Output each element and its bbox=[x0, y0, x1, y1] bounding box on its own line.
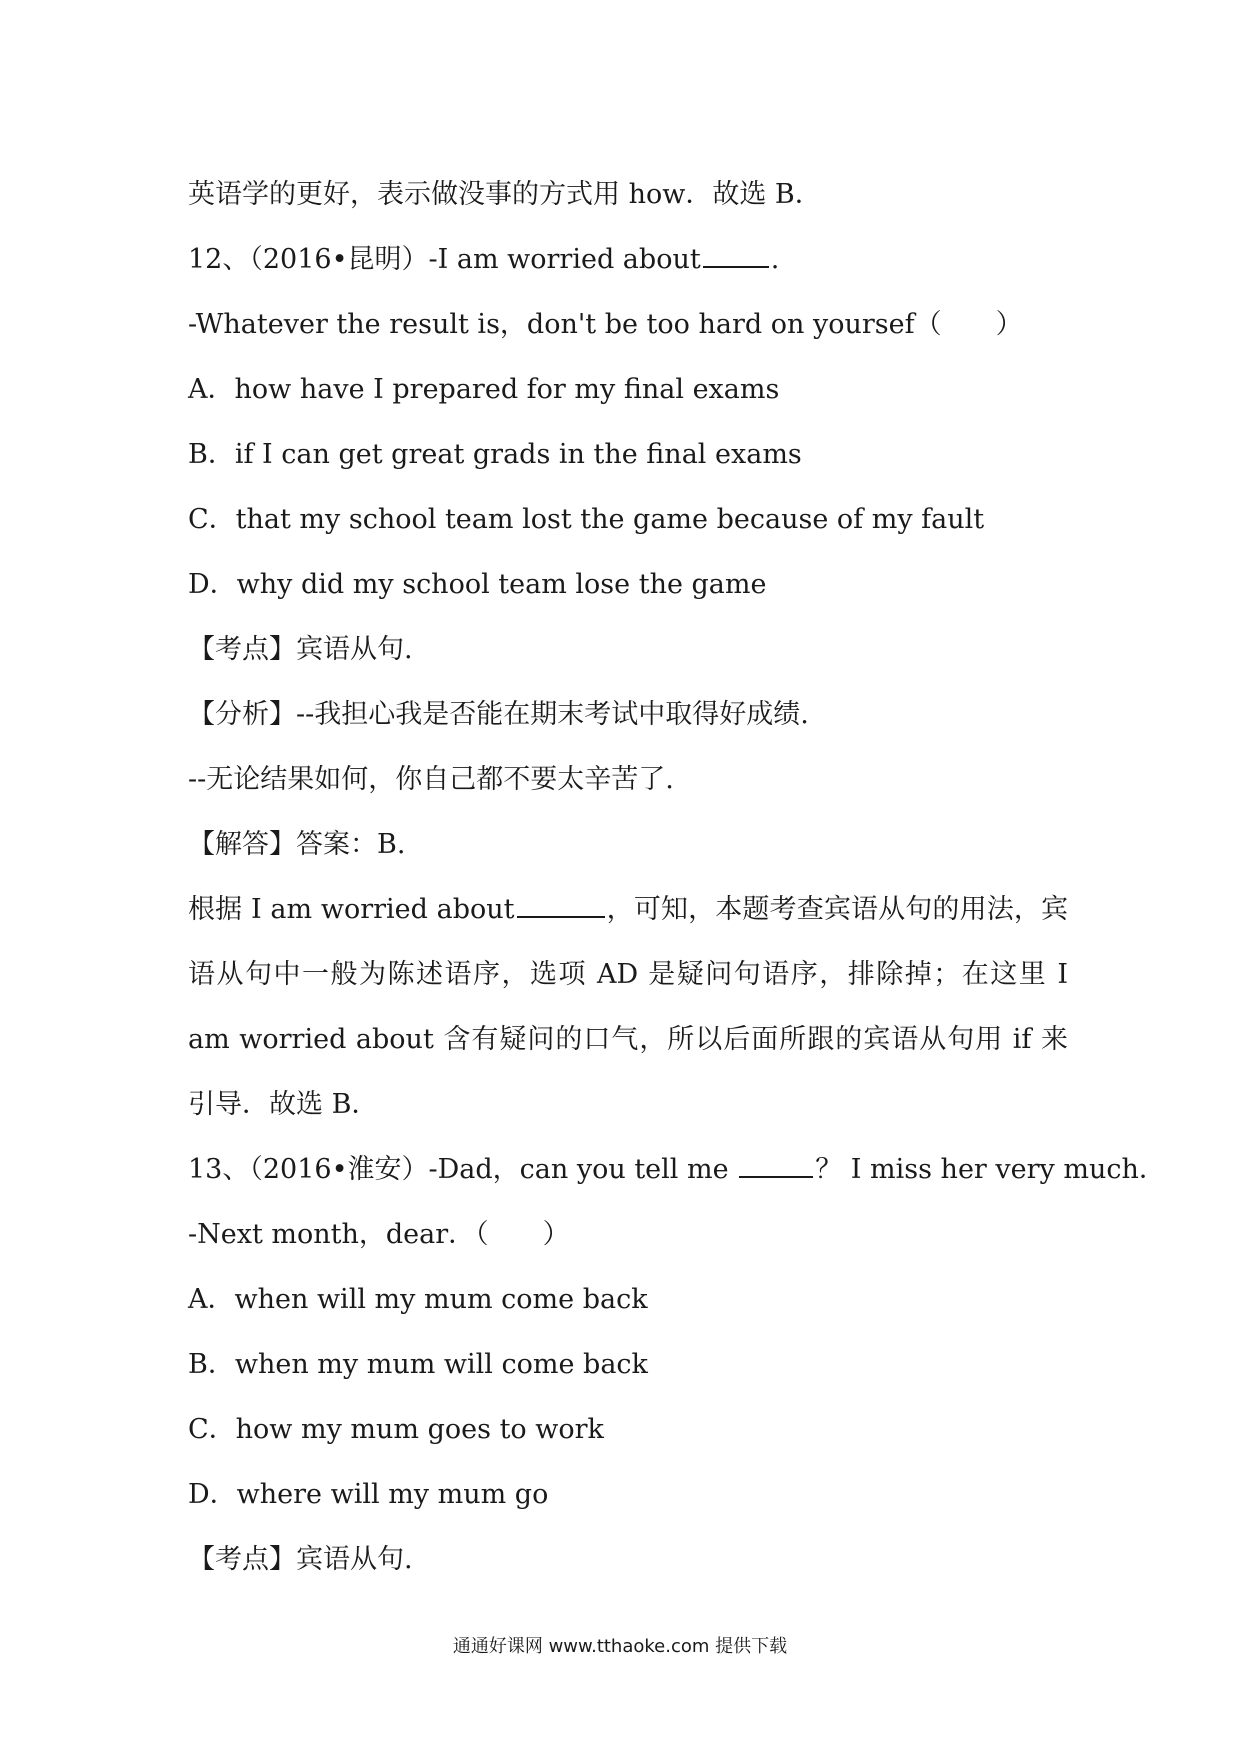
question-12-stem bbox=[188, 227, 1068, 292]
document-page bbox=[188, 162, 1166, 1592]
question-12-explanation bbox=[188, 877, 1068, 1137]
question-12-explanation-start: 根据 I am worried about bbox=[188, 894, 515, 925]
question-12-option-b: B．if I can get great grads in the final exams bbox=[188, 439, 802, 470]
question-12-stem-end: . bbox=[770, 244, 780, 275]
question-12-option-d: D．why did my school team lose the game bbox=[188, 569, 767, 600]
page-footer: 通通好课网 www.tthaoke.com 提供下载 bbox=[452, 1636, 788, 1657]
question-13-stem-text: 13、（2016•淮安）-Dad，can you tell me bbox=[188, 1154, 729, 1185]
answer-blank bbox=[703, 238, 769, 268]
answer-blank bbox=[517, 888, 605, 918]
question-12-reply: -Whatever the result is，don't be too hard on yoursef（ ） bbox=[188, 309, 1023, 340]
question-12-option-c: C．that my school team lost the game because of my fault bbox=[188, 504, 985, 535]
question-13-kaodian: 【考点】宾语从句. bbox=[188, 1544, 413, 1575]
question-12-explanation-rest: ，可知，本题考查宾语从句的用法，宾语从句中一般为陈述语序，选项 AD 是疑问句语序，排除掉；在这里 I am worried about 含有疑问的口气，所以后面所跟的宾语从句用 if 来引导．故选 B． bbox=[188, 894, 1069, 1120]
question-12-stem-text: 12、（2016•昆明）-I am worried about bbox=[188, 244, 701, 275]
answer-blank bbox=[739, 1148, 813, 1178]
question-13-option-c: C．how my mum goes to work bbox=[188, 1414, 604, 1445]
question-12-kaodian: 【考点】宾语从句. bbox=[188, 634, 413, 665]
question-13-option-b: B．when my mum will come back bbox=[188, 1349, 648, 1380]
text-line: 英语学的更好，表示做没事的方式用 how．故选 B． bbox=[188, 179, 822, 210]
question-12-analysis-2: --无论结果如何，你自己都不要太辛苦了. bbox=[188, 764, 674, 795]
question-13-option-a: A．when will my mum come back bbox=[188, 1284, 648, 1315]
question-13-stem-end: ？ I miss her very much． bbox=[815, 1154, 1166, 1185]
question-12-answer: 【解答】答案：B. bbox=[188, 829, 406, 860]
question-12-analysis: 【分析】--我担心我是否能在期末考试中取得好成绩. bbox=[188, 699, 809, 730]
question-13-reply: -Next month，dear．（ ） bbox=[188, 1219, 570, 1250]
question-12-option-a: A．how have I prepared for my final exams bbox=[188, 374, 780, 405]
question-13-option-d: D．where will my mum go bbox=[188, 1479, 549, 1510]
question-13-stem bbox=[188, 1137, 1166, 1202]
